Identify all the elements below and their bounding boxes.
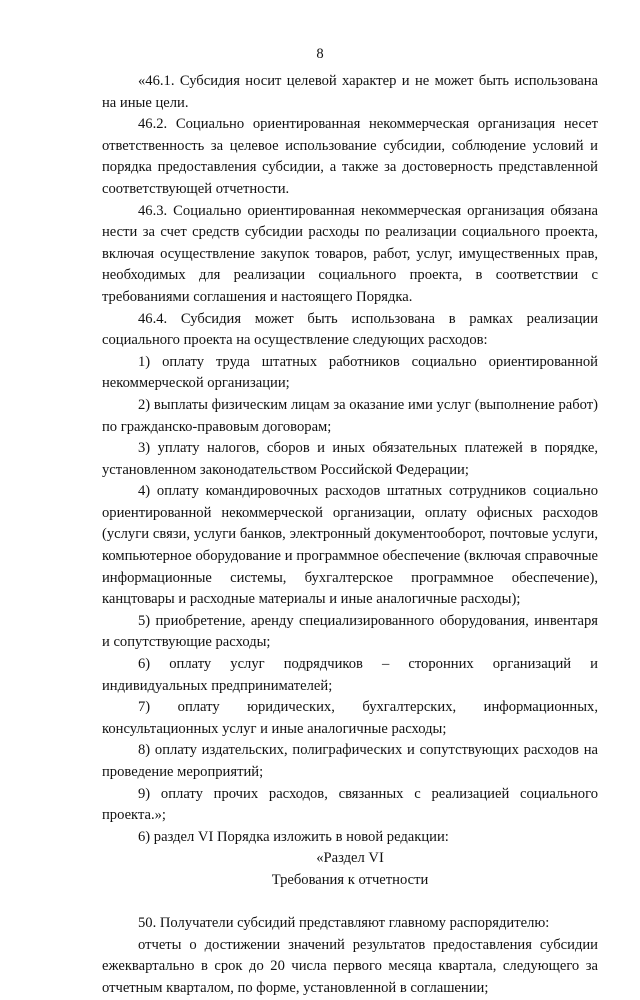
list-item-9: 9) оплату прочих расходов, связанных с реализацией социального проекта.»;: [102, 785, 598, 824]
list-item-5: 5) приобретение, аренду специализированного оборудования, инвентаря и сопутствующие расходы;: [102, 612, 598, 651]
list-item-3: 3) уплату налогов, сборов и иных обязательных платежей в порядке, установленном законодательством Российской Федерации;: [102, 440, 598, 478]
paragraph-46-1: «46.1. Субсидия носит целевой характер и не может быть использована на иные цели.: [102, 73, 598, 111]
paragraph-reports: отчеты о достижении значений результатов предоставления субсидии ежеквартально в срок до 20 числа первого месяца квартала, следующего за отчетным кварталом, по форме, установленной в соглашении;: [102, 936, 598, 996]
list-item-2: 2) выплаты физическим лицам за оказание ими услуг (выполнение работ) по гражданско-правовым договорам;: [102, 396, 598, 435]
amendment-item-6: 6) раздел VI Порядка изложить в новой редакции:: [138, 828, 449, 845]
section-title: Требования к отчетности: [271, 871, 429, 888]
paragraph-46-4: 46.4. Субсидия может быть использована в рамках реализации социального проекта на осуществление следующих расходов:: [102, 310, 598, 349]
paragraph-46-2: 46.2. Социально ориентированная некоммерческая организация несет ответственность за целевое использование субсидии, соблюдение условий и порядка предоставления субсидии, а также за достоверность представленной соответствующей отчетности.: [102, 116, 598, 197]
list-item-7: 7) оплату юридических, бухгалтерских, информационных, консультационных услуг и иные аналогичные расходы;: [102, 699, 598, 737]
blank-line: [102, 892, 598, 914]
section-heading: «Раздел VI: [316, 850, 384, 867]
list-item-6: 6) оплату услуг подрядчиков – сторонних организаций и индивидуальных предпринимателей;: [102, 656, 598, 694]
document-body: [102, 71, 598, 1000]
list-item-8: 8) оплату издательских, полиграфических и сопутствующих расходов на проведение мероприятий;: [102, 742, 598, 780]
page-number: 8: [316, 46, 324, 62]
paragraph-46-3: 46.3. Социально ориентированная некоммерческая организация обязана нести за счет средств субсидии расходы по реализации социального проекта, включая осуществление закупок товаров, работ, услуг, имущественных прав, необходимых для реализации социального проекта, в соответствии с требованиями соглашения и настоящего Порядка.: [102, 202, 598, 305]
list-item-1: 1) оплату труда штатных работников социально ориентированной некоммерческой организации;: [102, 353, 598, 392]
list-item-4: 4) оплату командировочных расходов штатных сотрудников социально ориентированной некоммерческой организации, оплату офисных расходов (услуги связи, услуги банков, электронный документооборот, почтовые услуги, компьютерное оборудование и программное обеспечение (включая справочные информационные системы, бухгалтерское программное обеспечение), канцтовары и расходные материалы и иные аналогичные расходы);: [102, 483, 598, 608]
paragraph-50: 50. Получатели субсидий представляют главному распорядителю:: [138, 915, 550, 932]
